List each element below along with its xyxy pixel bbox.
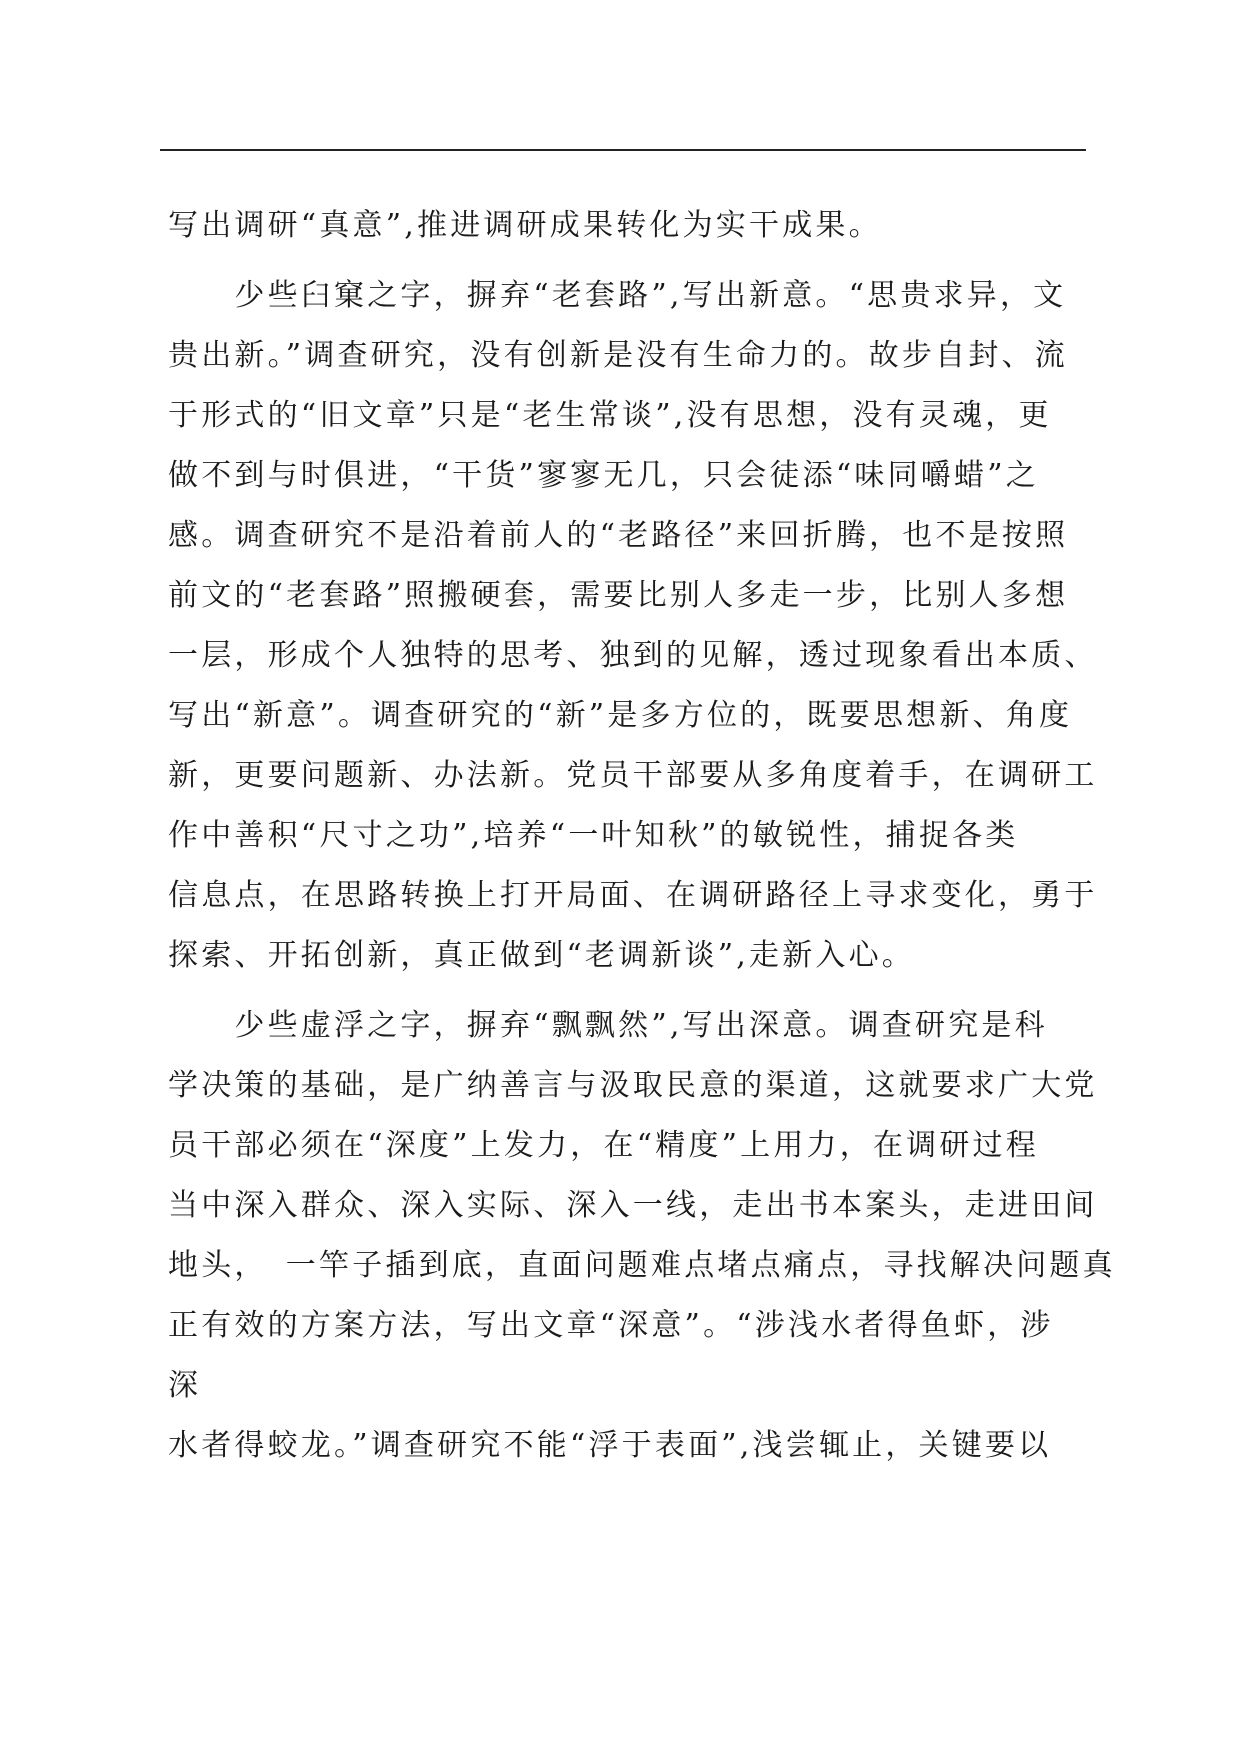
text-line: 作中善积“尺寸之功”,培养“一叶知秋”的敏锐性，捕捉各类: [168, 818, 1019, 853]
text-line: 少些臼窠之字，摒弃“老套路”,写出新意。“思贵求异，文: [168, 278, 1067, 313]
text-line: 少些虚浮之字，摒弃“飘飘然”,写出深意。调查研究是科: [168, 1008, 1048, 1043]
text-line: 一层，形成个人独特的思考、独到的见解，透过现象看出本质、: [168, 638, 1098, 673]
text-line: 写出“新意”。调查研究的“新”是多方位的，既要思想新、角度: [168, 698, 1073, 733]
text-line: 前文的“老套路”照搬硬套，需要比别人多走一步，比别人多想: [168, 578, 1069, 613]
text-line: 于形式的“旧文章”只是“老生常谈”,没有思想，没有灵魂，更: [168, 398, 1052, 433]
text-line: 员干部必须在“深度”上发力，在“精度”上用力，在调研过程: [168, 1128, 1039, 1163]
text-line: 正有效的方案方法，写出文章“深意”。“涉浅水者得鱼虾，涉: [168, 1308, 1054, 1343]
text-line: 信息点，在思路转换上打开局面、在调研路径上寻求变化，勇于: [168, 878, 1098, 913]
text-line: 深: [168, 1368, 202, 1403]
text-line: 学决策的基础，是广纳善言与汲取民意的渠道，这就要求广大党: [168, 1068, 1098, 1103]
text-line: 贵出新。”调查研究，没有创新是没有生命力的。故步自封、流: [168, 338, 1068, 373]
text-line: 地头， 一竿子插到底，直面问题难点堵点痛点，寻找解决问题真: [168, 1248, 1116, 1283]
text-line: 感。调查研究不是沿着前人的“老路径”来回折腾，也不是按照: [168, 518, 1069, 553]
text-line: 写出调研“真意”,推进调研成果转化为实干成果。: [168, 208, 882, 243]
paragraph-gap: [168, 986, 1080, 996]
header-rule: [160, 149, 1086, 151]
text-line: 水者得蛟龙。”调查研究不能“浮于表面”,浅尝辄止，关键要以: [168, 1428, 1052, 1463]
paragraph-gap: [168, 256, 1080, 266]
text-line: 当中深入群众、深入实际、深入一线，走出书本案头，走进田间: [168, 1188, 1098, 1223]
text-line: 新，更要问题新、办法新。党员干部要从多角度着手，在调研工: [168, 758, 1098, 793]
text-line: 探索、开拓创新，真正做到“老调新谈”,走新入心。: [168, 938, 916, 973]
text-line: 做不到与时俱进，“干货”寥寥无几，只会徒添“味同嚼蜡”之: [168, 458, 1039, 493]
document-body: [168, 196, 1116, 1476]
